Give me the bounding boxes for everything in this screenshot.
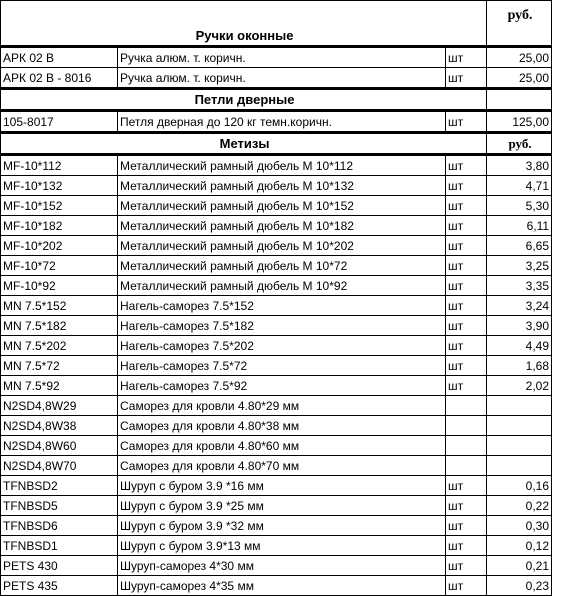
item-unit: шт (446, 356, 487, 376)
item-name: Шуруп-саморез 4*30 мм (118, 556, 446, 576)
item-price: 3,80 (487, 155, 552, 176)
section-title: Метизы (1, 133, 487, 155)
item-code: TFNBSD1 (1, 536, 118, 556)
currency-header: руб. (487, 133, 552, 155)
item-code: АРК 02 В - 8016 (1, 68, 118, 89)
currency-header (487, 89, 552, 111)
item-name: Шуруп-саморез 4*35 мм (118, 576, 446, 596)
item-code: N2SD4,8W29 (1, 396, 118, 416)
price-table-body (1, 1, 552, 596)
item-unit: шт (446, 556, 487, 576)
item-name: Саморез для кровли 4.80*60 мм (118, 436, 446, 456)
item-code: MF-10*92 (1, 276, 118, 296)
item-name: Шуруп с буром 3.9 *25 мм (118, 496, 446, 516)
item-code: MF-10*112 (1, 155, 118, 176)
item-unit: шт (446, 276, 487, 296)
item-code: MN 7.5*152 (1, 296, 118, 316)
item-code: TFNBSD5 (1, 496, 118, 516)
section-title: Ручки оконные (1, 1, 487, 47)
item-name: Нагель-саморез 7.5*202 (118, 336, 446, 356)
table-row (1, 296, 552, 316)
item-code: MF-10*182 (1, 216, 118, 236)
item-price: 3,90 (487, 316, 552, 336)
item-price: 3,35 (487, 276, 552, 296)
item-unit: шт (446, 576, 487, 596)
section-header-row (1, 133, 552, 155)
item-unit: шт (446, 536, 487, 556)
item-name: Нагель-саморез 7.5*182 (118, 316, 446, 336)
item-code: MN 7.5*202 (1, 336, 118, 356)
item-price: 0,23 (487, 576, 552, 596)
item-unit: шт (446, 496, 487, 516)
table-row (1, 276, 552, 296)
item-unit: шт (446, 111, 487, 133)
item-unit: шт (446, 176, 487, 196)
item-name: Ручка алюм. т. коричн. (118, 47, 446, 68)
item-name: Нагель-саморез 7.5*92 (118, 376, 446, 396)
table-row (1, 236, 552, 256)
item-name: Нагель-саморез 7.5*72 (118, 356, 446, 376)
item-name: Металлический рамный дюбель М 10*132 (118, 176, 446, 196)
item-unit: шт (446, 216, 487, 236)
item-unit: шт (446, 68, 487, 89)
item-price (487, 396, 552, 416)
item-unit (446, 456, 487, 476)
table-row (1, 376, 552, 396)
table-row (1, 536, 552, 556)
table-row (1, 196, 552, 216)
table-row (1, 396, 552, 416)
item-code: N2SD4,8W70 (1, 456, 118, 476)
item-price (487, 456, 552, 476)
table-row (1, 336, 552, 356)
item-price (487, 416, 552, 436)
table-row (1, 416, 552, 436)
item-name: Металлический рамный дюбель М 10*72 (118, 256, 446, 276)
item-name: Петля дверная до 120 кг темн.коричн. (118, 111, 446, 133)
item-name: Металлический рамный дюбель М 10*202 (118, 236, 446, 256)
item-price: 0,12 (487, 536, 552, 556)
item-price: 125,00 (487, 111, 552, 133)
item-code: MN 7.5*72 (1, 356, 118, 376)
item-name: Шуруп с буром 3.9 *16 мм (118, 476, 446, 496)
table-row (1, 496, 552, 516)
table-row (1, 216, 552, 236)
table-row (1, 47, 552, 68)
item-unit: шт (446, 196, 487, 216)
item-code: TFNBSD2 (1, 476, 118, 496)
item-price: 25,00 (487, 47, 552, 68)
table-row (1, 155, 552, 176)
table-row (1, 456, 552, 476)
item-name: Нагель-саморез 7.5*152 (118, 296, 446, 316)
table-row (1, 176, 552, 196)
item-price: 4,71 (487, 176, 552, 196)
item-unit (446, 436, 487, 456)
item-code: MN 7.5*92 (1, 376, 118, 396)
item-name: Ручка алюм. т. коричн. (118, 68, 446, 89)
item-price (487, 436, 552, 456)
item-unit: шт (446, 316, 487, 336)
item-name: Шуруп с буром 3.9 *32 мм (118, 516, 446, 536)
item-unit: шт (446, 516, 487, 536)
item-price: 0,30 (487, 516, 552, 536)
item-price: 0,21 (487, 556, 552, 576)
table-row (1, 68, 552, 89)
section-header-row (1, 1, 552, 47)
item-price: 2,02 (487, 376, 552, 396)
item-code: АРК 02 В (1, 47, 118, 68)
item-code: 105-8017 (1, 111, 118, 133)
item-name: Шуруп с буром 3.9*13 мм (118, 536, 446, 556)
table-row (1, 476, 552, 496)
item-price: 0,16 (487, 476, 552, 496)
item-name: Металлический рамный дюбель М 10*92 (118, 276, 446, 296)
item-unit: шт (446, 296, 487, 316)
item-code: PETS 430 (1, 556, 118, 576)
item-code: TFNBSD6 (1, 516, 118, 536)
section-title: Петли дверные (1, 89, 487, 111)
table-row (1, 516, 552, 536)
item-name: Металлический рамный дюбель М 10*112 (118, 155, 446, 176)
item-unit (446, 416, 487, 436)
item-code: MF-10*132 (1, 176, 118, 196)
item-unit: шт (446, 476, 487, 496)
item-code: MF-10*72 (1, 256, 118, 276)
item-unit: шт (446, 236, 487, 256)
table-row (1, 256, 552, 276)
item-price: 3,24 (487, 296, 552, 316)
item-unit: шт (446, 47, 487, 68)
item-name: Металлический рамный дюбель М 10*182 (118, 216, 446, 236)
item-name: Саморез для кровли 4.80*38 мм (118, 416, 446, 436)
table-row (1, 111, 552, 133)
table-row (1, 556, 552, 576)
item-price: 4,49 (487, 336, 552, 356)
currency-header: руб. (487, 1, 552, 47)
item-unit: шт (446, 256, 487, 276)
item-price: 6,65 (487, 236, 552, 256)
item-unit: шт (446, 155, 487, 176)
table-row (1, 316, 552, 336)
item-code: MN 7.5*182 (1, 316, 118, 336)
item-code: MF-10*202 (1, 236, 118, 256)
item-price: 0,22 (487, 496, 552, 516)
item-price: 1,68 (487, 356, 552, 376)
item-code: N2SD4,8W60 (1, 436, 118, 456)
item-unit: шт (446, 376, 487, 396)
item-name: Металлический рамный дюбель М 10*152 (118, 196, 446, 216)
item-code: N2SD4,8W38 (1, 416, 118, 436)
item-unit: шт (446, 336, 487, 356)
item-price: 5,30 (487, 196, 552, 216)
item-code: PETS 435 (1, 576, 118, 596)
item-price: 25,00 (487, 68, 552, 89)
item-code: MF-10*152 (1, 196, 118, 216)
item-name: Саморез для кровли 4.80*70 мм (118, 456, 446, 476)
item-unit (446, 396, 487, 416)
item-price: 6,11 (487, 216, 552, 236)
item-name: Саморез для кровли 4.80*29 мм (118, 396, 446, 416)
table-row (1, 356, 552, 376)
item-price: 3,25 (487, 256, 552, 276)
table-row (1, 436, 552, 456)
section-header-row (1, 89, 552, 111)
